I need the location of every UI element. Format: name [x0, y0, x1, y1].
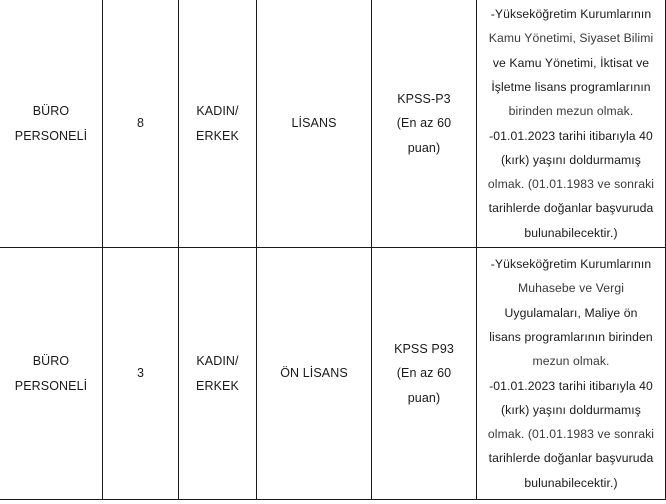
requirement-line: birinden mezun olmak.: [508, 104, 634, 119]
table-row: [0, 0, 666, 248]
kpss-line: (En az 60: [396, 116, 452, 131]
kpss-line: KPSS-P3: [397, 91, 451, 106]
gender-line: KADIN/: [196, 354, 239, 368]
gender-cell: [179, 0, 257, 248]
requirement-line: bulunabilecektir.): [524, 225, 618, 240]
requirement-line: -01.01.2023 tarihi itibarıyla 40: [489, 128, 653, 143]
position-line: BÜRO: [32, 354, 70, 368]
count-cell: [103, 0, 179, 248]
count-value: 8: [136, 116, 145, 131]
education-cell: [257, 0, 372, 248]
education-cell: [257, 248, 372, 500]
requirement-line: tarihlerde doğanlar başvuruda: [488, 451, 654, 466]
requirements-cell: [477, 248, 666, 500]
requirement-line: mezun olmak.: [532, 354, 610, 369]
requirement-line: -Yükseköğretim Kurumlarının: [490, 7, 652, 22]
requirements-cell: [477, 0, 666, 248]
requirement-line: Kamu Yönetimi, Siyaset Bilimi: [488, 31, 654, 46]
count-value: 3: [136, 366, 145, 381]
gender-line: ERKEK: [196, 378, 239, 393]
gender-cell: [179, 248, 257, 500]
gender-line: ERKEK: [196, 128, 239, 143]
requirement-line: -01.01.2023 tarihi itibarıyla 40: [489, 378, 653, 393]
kpss-line: KPSS P93: [394, 341, 454, 356]
position-cell: [0, 0, 103, 248]
requirement-line: tarihlerde doğanlar başvuruda: [488, 201, 654, 216]
kpss-line: puan): [407, 390, 441, 405]
requirement-line: İşletme lisans programlarının: [491, 79, 651, 94]
count-cell: [103, 248, 179, 500]
kpss-line: puan): [407, 140, 441, 155]
position-line: PERSONELİ: [14, 378, 88, 393]
kpss-cell: [372, 248, 477, 500]
position-cell: [0, 248, 103, 500]
kpss-cell: [372, 0, 477, 248]
requirement-line: Uygulamaları, Maliye ön: [504, 305, 638, 320]
education-value: LİSANS: [291, 116, 337, 131]
requirement-line: olmak. (01.01.1983 ve sonraki: [487, 177, 655, 192]
gender-line: KADIN/: [196, 104, 239, 118]
position-line: PERSONELİ: [14, 128, 88, 143]
requirement-line: ve Kamu Yönetimi, İktisat ve: [492, 55, 650, 70]
kpss-line: (En az 60: [396, 366, 452, 381]
requirement-line: -Yükseköğretim Kurumlarının: [490, 257, 652, 272]
requirement-line: lisans programlarının birinden: [489, 329, 653, 344]
education-value: ÖN LİSANS: [280, 366, 348, 381]
position-line: BÜRO: [32, 104, 70, 118]
requirement-line: olmak. (01.01.1983 ve sonraki: [487, 427, 655, 442]
requirement-line: (kırk) yaşını doldurmamış: [501, 152, 641, 167]
requirement-line: Muhasebe ve Vergi: [517, 281, 625, 296]
requirement-line: (kırk) yaşını doldurmamış: [501, 402, 641, 417]
table-row: [0, 248, 666, 500]
requirement-line: bulunabilecektir.): [524, 475, 618, 490]
